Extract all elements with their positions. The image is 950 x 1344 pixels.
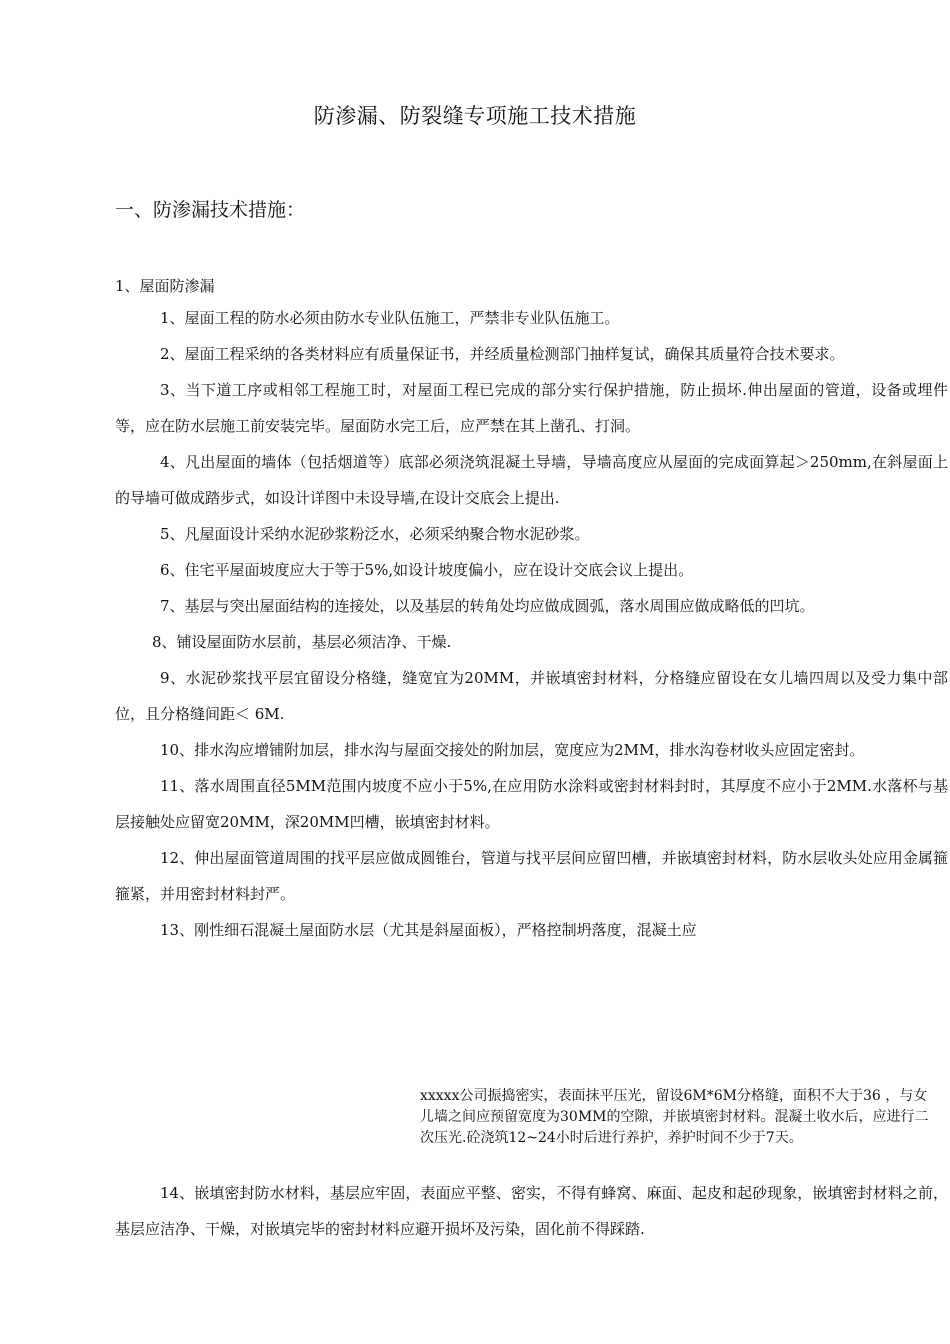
paragraph-5: 5、凡屋面设计采纳水泥砂浆粉泛水，必须采纳聚合物水泥砂浆。: [160, 525, 590, 543]
paragraph-10: 10、排水沟应增铺附加层，排水沟与屋面交接处的附加层，宽度应为2MM，排水沟卷材收头应固定密封。: [160, 741, 865, 759]
paragraph-3: 3、当下道工序或相邻工程施工时，对屋面工程已完成的部分实行保护措施，防止损坏.伸出屋面的管道，设备或埋件等，应在防水层施工前安装完毕。屋面防水完工后，应严禁在其上凿孔、打洞。: [115, 381, 948, 435]
document-title: 防渗漏、防裂缝专项施工技术措施: [313, 104, 637, 128]
continuation-note: xxxxx公司振捣密实，表面抹平压光，留设6M*6M分格缝，面积不大于36 ，与女儿墙之间应预留宽度为30MM的空隙，并嵌填密封材料。混凝土收水后，应进行二次压光.砼浇筑12~24小时后进行养护，养护时间不少于7天。: [420, 1088, 929, 1146]
paragraph-9: 9、水泥砂浆找平层宜留设分格缝，缝宽宜为20MM，并嵌填密封材料，分格缝应留设在女儿墙四周以及受力集中部位，且分格缝间距＜ 6M.: [115, 669, 948, 723]
body-text: [115, 300, 948, 948]
paragraph-12: 12、伸出屋面管道周围的找平层应做成圆锥台，管道与找平层间应留凹槽，并嵌填密封材料，防水层收头处应用金属箍箍紧，并用密封材料封严。: [115, 849, 948, 903]
section-heading: 一、防渗漏技术措施：: [115, 199, 306, 221]
paragraph-6: 6、住宅平屋面坡度应大于等于5%,如设计坡度偏小，应在设计交底会议上提出。: [160, 561, 694, 579]
paragraph-2: 2、屋面工程采纳的各类材料应有质量保证书，并经质量检测部门抽样复试，确保其质量符合技术要求。: [160, 345, 845, 363]
paragraph-4: 4、凡出屋面的墙体（包括烟道等）底部必须浇筑混凝土导墙，导墙高度应从屋面的完成面算起＞250mm,在斜屋面上的导墙可做成踏步式，如设计详图中未设导墙,在设计交底会上提出.: [115, 453, 948, 507]
paragraph-7: 7、基层与突出屋面结构的连接处，以及基层的转角处均应做成圆弧，落水周围应做成略低的凹坑。: [160, 597, 815, 615]
paragraph-8: 8、铺设屋面防水层前，基层必须洁净、干燥.: [152, 633, 452, 651]
paragraph-11: 11、落水周围直径5MM范围内坡度不应小于5%,在应用防水涂料或密封材料封时，其厚度不应小于2MM.水落杯与基层接触处应留宽20MM，深20MM凹槽，嵌填密封材料。: [115, 777, 948, 831]
paragraph-14: 14、嵌填密封防水材料，基层应牢固，表面应平整、密实，不得有蜂窝、麻面、起皮和起砂现象，嵌填密封材料之前，基层应洁净、干燥，对嵌填完毕的密封材料应避开损坏及污染，固化前不得踩踏.: [115, 1184, 948, 1238]
paragraph-1: 1、屋面工程的防水必须由防水专业队伍施工，严禁非专业队伍施工。: [160, 309, 620, 327]
body-text-continued: [115, 1175, 948, 1247]
sub-heading: 1、屋面防渗漏: [115, 277, 215, 295]
paragraph-13: 13、刚性细石混凝土屋面防水层（尤其是斜屋面板），严格控制坍落度，混凝土应: [160, 921, 697, 939]
